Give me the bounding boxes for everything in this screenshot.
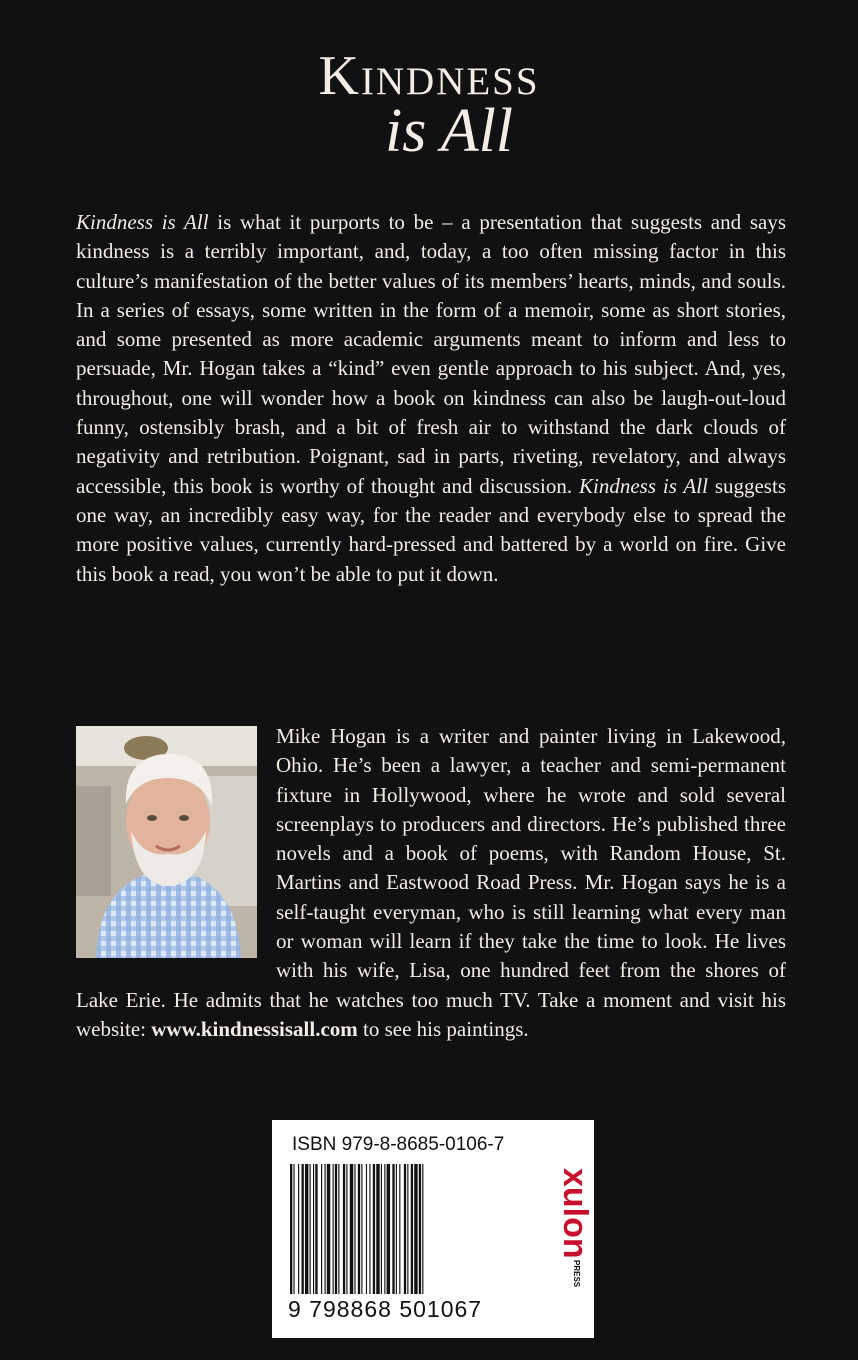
blurb-text-part2: suggests one way, an incredibly easy way, for the reader and everybody else to spread the more positive values, currently hard-pressed and battered by a world on fire. Give this book a read, you won’t be able to put it down. [76,473,786,586]
barcode-bar [315,1164,317,1294]
author-photo [76,726,257,958]
barcode-bar [366,1164,367,1294]
barcode-bar [327,1164,330,1294]
blurb-title-reference: Kindness is All [76,210,209,234]
barcode-bar [321,1164,322,1294]
barcode-bar [404,1164,406,1294]
barcode-bar [384,1164,385,1294]
barcode-bar [298,1164,299,1294]
book-blurb [76,208,786,589]
barcode-bar [399,1164,400,1294]
title-line-1: Kindness [318,45,540,107]
barcode-bar [333,1164,334,1294]
title-line-2: is All [384,97,514,165]
barcode-bar [358,1164,360,1294]
barcode-bar [373,1164,375,1294]
barcode-bar [343,1164,345,1294]
barcode-bars [290,1164,530,1294]
barcode-bar [396,1164,397,1294]
barcode-bar [290,1164,292,1294]
author-portrait-image [76,726,257,958]
barcode-bar [387,1164,390,1294]
author-website-link[interactable]: www.kindnessisall.com [151,1016,358,1041]
barcode-bar [392,1164,394,1294]
barcode-bar [407,1164,408,1294]
blurb-text-part1: is what it purports to be – a presentation that suggests and says kindness is a terribly important, and, today, a too often missing factor in this culture’s manifestation of the better values of its members’ hearts, minds, and souls. In a series of essays, some written in the form of a memoir, some as short stories, and some presented as more academic arguments meant to inform and less to persuade, Mr. Hogan takes a “kind” even gentle approach to his subject. And, yes, throughout, one will wonder how a book on kindness can also be laugh-out-loud funny, ostensibly brash, and a bit of fresh air to withstand the dark clouds of negativity and retribution. Poignant, sad in parts, riveting, revelatory, and always accessible, this book is worthy of thought and discussion. [76,210,786,498]
blurb-title-reference-2: Kindness is All [579,473,708,498]
barcode-bar [346,1164,347,1294]
barcode-bar [361,1164,362,1294]
publisher-name: xulon [556,1168,594,1259]
barcode-bar [381,1164,382,1294]
barcode-bar [305,1164,308,1294]
barcode-bar [411,1164,413,1294]
isbn-label: ISBN 979-8-8685-0106-7 [292,1134,505,1155]
barcode-bar [310,1164,311,1294]
barcode-bar [338,1164,339,1294]
isbn-barcode-box [272,1120,594,1338]
barcode-bar [414,1164,417,1294]
barcode-bar [376,1164,379,1294]
barcode-bar [302,1164,304,1294]
barcode-digits: 9 798868 501067 [288,1296,483,1322]
barcode-bar [293,1164,294,1294]
barcode-bar [350,1164,353,1294]
barcode-bar [313,1164,314,1294]
book-title [0,45,858,165]
barcode-bar [419,1164,421,1294]
xulon-press-logo [534,1160,594,1310]
barcode-bar [369,1164,370,1294]
barcode-bar [354,1164,355,1294]
bio-tail: to see his paintings. [357,1016,529,1041]
barcode-bar [422,1164,423,1294]
bio-text: Mike Hogan is a writer and painter living in Lakewood, Ohio. He’s been a lawyer, a teacher and semi-permanent fixture in Hollywood, where he wrote and sold several screenplays to producers and directors. He’s published three novels and a book of poems, with Random House, St. Martins and Eastwood Road Press. Mr. Hogan says he is a self-taught everyman, who is still learning what every man or woman will learn if they take the time to look. He lives with his wife, Lisa, one hundred feet from the shores of Lake Erie. He admits that he watches too much TV. Take a moment and visit his website: [76,724,786,1041]
barcode-bar [335,1164,337,1294]
barcode-bar [325,1164,326,1294]
publisher-sub: PRESS [572,1260,581,1288]
